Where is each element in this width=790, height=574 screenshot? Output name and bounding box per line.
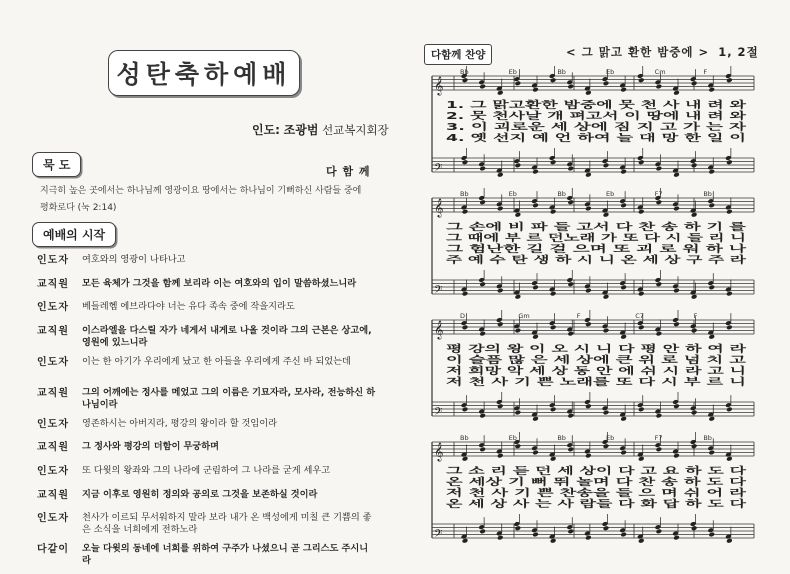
note-head <box>656 84 663 90</box>
note-head <box>585 206 592 212</box>
note-head <box>479 281 486 287</box>
reading-row <box>37 387 377 418</box>
reading-text: 이스라엘을 다스릴 자가 네게서 내게로 나올 것이라 그의 근본은 상고에, 영원에 있느니라 <box>82 324 372 348</box>
chord-label: Eb <box>508 190 517 198</box>
note-head <box>567 447 574 453</box>
note-head <box>550 291 557 297</box>
chord-label: Eb <box>606 190 615 198</box>
note-head <box>603 81 610 87</box>
note-head <box>515 525 522 531</box>
lyric-line: 주 예 수 탄 생 하 시 니 온 세 상 구 주 라 <box>446 255 620 266</box>
note-head <box>726 538 733 544</box>
hymn-title <box>562 44 759 60</box>
note-head <box>479 529 486 535</box>
chord-label: F7 <box>654 434 663 442</box>
reading-row <box>37 254 377 278</box>
bass-clef-icon: 𝄢 <box>434 528 443 543</box>
lyric-line: 그 때에 부 르 던노래 가 또 다 시 들 리 니 <box>446 233 622 244</box>
note-head <box>497 288 504 294</box>
reading-text: 그 정사와 평강의 더함이 무궁하며 <box>82 441 220 453</box>
note-head <box>585 453 592 459</box>
bass-clef-icon: 𝄢 <box>434 406 443 421</box>
note-head <box>497 403 504 409</box>
note-head <box>532 334 539 340</box>
reading-speaker: 인도자 <box>37 356 69 368</box>
note-head <box>550 538 557 544</box>
note-head <box>532 450 539 456</box>
note-head <box>479 84 486 90</box>
note-head <box>708 87 715 93</box>
note-head <box>515 212 522 218</box>
note-head <box>603 443 610 449</box>
note-head <box>603 294 610 300</box>
note-head <box>620 169 627 175</box>
note-head <box>515 328 522 334</box>
note-head <box>673 288 680 294</box>
note-head <box>638 538 645 544</box>
note-head <box>638 456 645 462</box>
chord-label: Eb <box>508 434 517 442</box>
note-head <box>620 532 627 538</box>
chord-label: Bb <box>703 190 712 198</box>
reading-speaker: 인도자 <box>37 513 69 525</box>
note-head <box>691 81 698 87</box>
page-title: 성탄축하예배 <box>108 50 300 96</box>
chord-label: Bb <box>460 434 469 442</box>
note-head <box>691 212 698 218</box>
note-head <box>585 321 592 327</box>
reading-speaker: 인도자 <box>37 418 69 430</box>
note-head <box>497 206 504 212</box>
note-head <box>462 291 469 297</box>
note-head <box>585 535 592 541</box>
note-head <box>479 331 486 337</box>
note-head <box>638 209 645 215</box>
note-head <box>638 291 645 297</box>
note-head <box>515 81 522 87</box>
chord-label: F <box>576 312 581 320</box>
treble-clef-icon: 𝄞 <box>434 442 444 461</box>
note-head <box>479 447 486 453</box>
note-head <box>603 525 610 531</box>
note-head <box>691 525 698 531</box>
silent-prayer-together: 다 함 께 <box>326 165 371 178</box>
reading-row <box>37 301 377 325</box>
reading-row <box>37 325 377 356</box>
chord-label: Cm <box>654 68 666 76</box>
lyric-line: 그 손에 비 파 들 고서 다 찬 송 하 기 를 <box>446 222 613 233</box>
note-head <box>603 328 610 334</box>
note-head <box>691 328 698 334</box>
note-head <box>479 199 486 205</box>
note-head <box>567 529 574 535</box>
silent-prayer-heading: 묵 도 <box>32 152 81 177</box>
note-head <box>691 294 698 300</box>
note-head <box>673 403 680 409</box>
call-to-worship-heading: 예배의 시작 <box>32 222 116 247</box>
reading-row <box>37 465 377 489</box>
note-head <box>620 285 627 291</box>
chord-label: Gm <box>518 312 530 320</box>
treble-clef-icon: 𝄞 <box>434 76 444 95</box>
note-head <box>462 325 469 331</box>
note-head <box>497 321 504 327</box>
note-head <box>708 334 715 340</box>
note-head <box>462 407 469 413</box>
note-head <box>708 169 715 175</box>
note-head <box>726 159 733 165</box>
note-head <box>673 172 680 178</box>
hymn-title-text: < 그 맑고 환한 밤중에 > <box>566 45 710 59</box>
note-head <box>567 413 574 419</box>
reading-text: 영존하시는 아버지라, 평강의 왕이라 할 것임이라 <box>82 417 278 429</box>
lyric-line: 저 천 사 기 쁜 찬송을 들 으 며 쉬 어 라 <box>446 488 613 499</box>
note-head <box>708 285 715 291</box>
chord-label: F7 <box>654 190 663 198</box>
note-head <box>726 325 733 331</box>
note-head <box>638 407 645 413</box>
reading-text: 그의 어깨에는 정사를 메었고 그의 이름은 기묘자라, 모사라, 전능하신 하나님이라 <box>82 386 376 410</box>
reading-speaker: 교직원 <box>37 387 69 399</box>
reading-text: 여호와의 영광이 나타나고 <box>82 254 186 265</box>
note-head <box>638 325 645 331</box>
note-head <box>462 77 469 83</box>
note-head <box>673 90 680 96</box>
lyric-line: 3. 이 괴로운 세 상에 짐 지 고 가 는 자 <box>446 122 611 133</box>
note-head <box>708 416 715 422</box>
lyric-line: 이 슬픔 많 은 세 상에 큰 위 로 넘 치 고 <box>446 355 613 366</box>
chord-label: Eb <box>606 434 615 442</box>
note-head <box>620 87 627 93</box>
hymn-score <box>428 64 758 554</box>
reading-text: 오늘 다윗의 동네에 너희를 위하여 구주가 나셨으니 곧 그리스도 주시니라 <box>82 543 369 567</box>
reading-speaker: 교직원 <box>37 442 69 454</box>
note-head <box>656 447 663 453</box>
note-head <box>585 172 592 178</box>
chord-label: F <box>703 68 708 76</box>
note-head <box>515 294 522 300</box>
note-head <box>620 416 627 422</box>
note-head <box>550 209 557 215</box>
reading-text: 지금 이후로 영원히 정의와 공의로 그것을 보존하실 것이라 <box>82 488 318 500</box>
reading-row <box>37 278 377 302</box>
reading-speaker: 교직원 <box>37 278 69 290</box>
note-head <box>585 288 592 294</box>
note-head <box>708 532 715 538</box>
chord-label: Bb <box>460 190 469 198</box>
note-head <box>691 443 698 449</box>
note-head <box>620 450 627 456</box>
note-head <box>567 166 574 172</box>
note-head <box>585 90 592 96</box>
chord-label: Bb <box>557 68 566 76</box>
note-head <box>550 407 557 413</box>
note-head <box>726 456 733 462</box>
reading-speaker: 교직원 <box>37 325 69 337</box>
lyric-line: 2. 뭇 천사날 개 펴고서 이 땅에 내 려 와 <box>446 111 617 122</box>
note-head <box>726 77 733 83</box>
lyric-line: 온 세상 기 뻐 뛰 놀며 다 찬 송 하 도 다 <box>446 477 613 488</box>
note-head <box>515 163 522 169</box>
note-head <box>479 166 486 172</box>
note-head <box>638 159 645 165</box>
worship-leader <box>252 121 389 138</box>
note-head <box>585 403 592 409</box>
reading-row <box>37 441 377 465</box>
lyric-line: 그 소 리 듣 던 세 상이 다 고 요 하 도 다 <box>446 466 616 477</box>
note-head <box>532 169 539 175</box>
lyric-line: 평 강의 왕 이 오 시 니 다 평 안 하 여 라 <box>446 344 616 355</box>
note-head <box>532 416 539 422</box>
note-head <box>673 321 680 327</box>
note-head <box>462 538 469 544</box>
note-head <box>620 203 627 209</box>
note-head <box>515 410 522 416</box>
reading-speaker: 인도자 <box>37 302 69 314</box>
note-head <box>656 166 663 172</box>
note-head <box>462 209 469 215</box>
leader-role: 선교복지회장 <box>322 123 389 137</box>
note-head <box>532 87 539 93</box>
reading-speaker: 다같이 <box>37 544 69 556</box>
note-head <box>691 163 698 169</box>
note-head <box>497 90 504 96</box>
note-head <box>550 456 557 462</box>
reading-row <box>37 512 377 543</box>
note-head <box>603 163 610 169</box>
reading-text: 이는 한 아기가 우리에게 났고 한 아들을 우리에게 주신 바 되었는데 <box>82 355 351 367</box>
bass-clef-icon: 𝄢 <box>434 284 443 299</box>
note-head <box>620 334 627 340</box>
note-head <box>550 325 557 331</box>
note-head <box>603 212 610 218</box>
reading-speaker: 인도자 <box>37 255 69 266</box>
note-head <box>603 410 610 416</box>
lyric-line: 1. 그 맑고환한 밤중에 뭇 천 사 내 려 와 <box>446 100 617 111</box>
chord-label: Bb <box>557 434 566 442</box>
leader-name: 조광범 <box>283 123 319 137</box>
note-head <box>532 532 539 538</box>
chord-label: C7 <box>635 312 644 320</box>
note-head <box>497 453 504 459</box>
chord-label: F <box>693 312 698 320</box>
chord-label: D <box>460 312 466 320</box>
note-head <box>656 199 663 205</box>
reading-text: 또 다윗의 왕좌와 그의 나라에 군림하여 그 나라를 굳게 세우고 <box>82 464 331 476</box>
note-head <box>462 456 469 462</box>
reading-speaker: 교직원 <box>37 489 69 501</box>
silent-prayer-text: 지극히 높은 곳에서는 하나님께 영광이요 땅에서는 하나님이 기뻐하신 사람들 중에 평화로다 (눅 2:14) <box>40 186 362 213</box>
note-head <box>708 450 715 456</box>
reading-row <box>37 356 377 387</box>
hymn-verses: 1, 2절 <box>718 45 759 59</box>
note-head <box>497 172 504 178</box>
note-head <box>708 203 715 209</box>
note-head <box>673 453 680 459</box>
chord-label: Eb <box>508 68 517 76</box>
chord-label: Bb <box>460 68 469 76</box>
note-head <box>726 209 733 215</box>
responsive-reading <box>37 254 377 574</box>
reading-text: 베들레헴 에브라다야 너는 유다 족속 중에 작을지라도 <box>82 301 295 313</box>
reading-row <box>37 418 377 442</box>
note-head <box>567 331 574 337</box>
reading-speaker: 인도자 <box>37 465 69 477</box>
note-head <box>656 331 663 337</box>
note-head <box>550 77 557 83</box>
note-head <box>656 281 663 287</box>
note-head <box>726 407 733 413</box>
note-head <box>532 285 539 291</box>
note-head <box>567 281 574 287</box>
bass-clef-icon: 𝄢 <box>434 162 443 177</box>
note-head <box>515 443 522 449</box>
chord-label: Bb <box>557 190 566 198</box>
note-head <box>656 529 663 535</box>
leader-label: 인도: <box>252 123 280 137</box>
note-head <box>479 413 486 419</box>
reading-text: 천사가 이르되 무서워하지 말라 보라 내가 온 백성에게 미칠 큰 기쁨의 좋은 소식을 너희에게 전하노라 <box>82 512 372 536</box>
note-head <box>550 159 557 165</box>
hymn-tag: 다함께 찬양 <box>424 44 492 65</box>
chord-label: Eb <box>606 68 615 76</box>
note-head <box>673 206 680 212</box>
lyric-line: 온 세 상 사 는 사 람들 다 화 답 하 도 다 <box>446 499 616 510</box>
note-head <box>462 159 469 165</box>
note-head <box>673 535 680 541</box>
note-head <box>497 535 504 541</box>
reading-row <box>37 489 377 513</box>
treble-clef-icon: 𝄞 <box>434 320 444 339</box>
chord-label: Bb <box>703 434 712 442</box>
note-head <box>532 203 539 209</box>
treble-clef-icon: 𝄞 <box>434 198 444 217</box>
lyric-line: 그 험난한 길 걸 으며 또 괴 로 워 하 나 <box>446 244 610 255</box>
note-head <box>726 291 733 297</box>
reading-text: 모든 육체가 그것을 함께 보리라 이는 여호와의 입이 말씀하셨느니라 <box>82 277 357 289</box>
note-head <box>656 413 663 419</box>
lyric-line: 저 천 사 기 쁜 노래를 또 다 시 부 르 니 <box>446 377 613 388</box>
lyric-line: 4. 옛 선지 예 언 하여 늘 대 망 한 일 이 <box>446 133 614 144</box>
note-head <box>638 77 645 83</box>
note-head <box>691 410 698 416</box>
lyric-line: 저 희망 악 세 상 동 안 에 쉬 시 라 고 니 <box>446 366 616 377</box>
note-head <box>567 84 574 90</box>
note-head <box>567 199 574 205</box>
